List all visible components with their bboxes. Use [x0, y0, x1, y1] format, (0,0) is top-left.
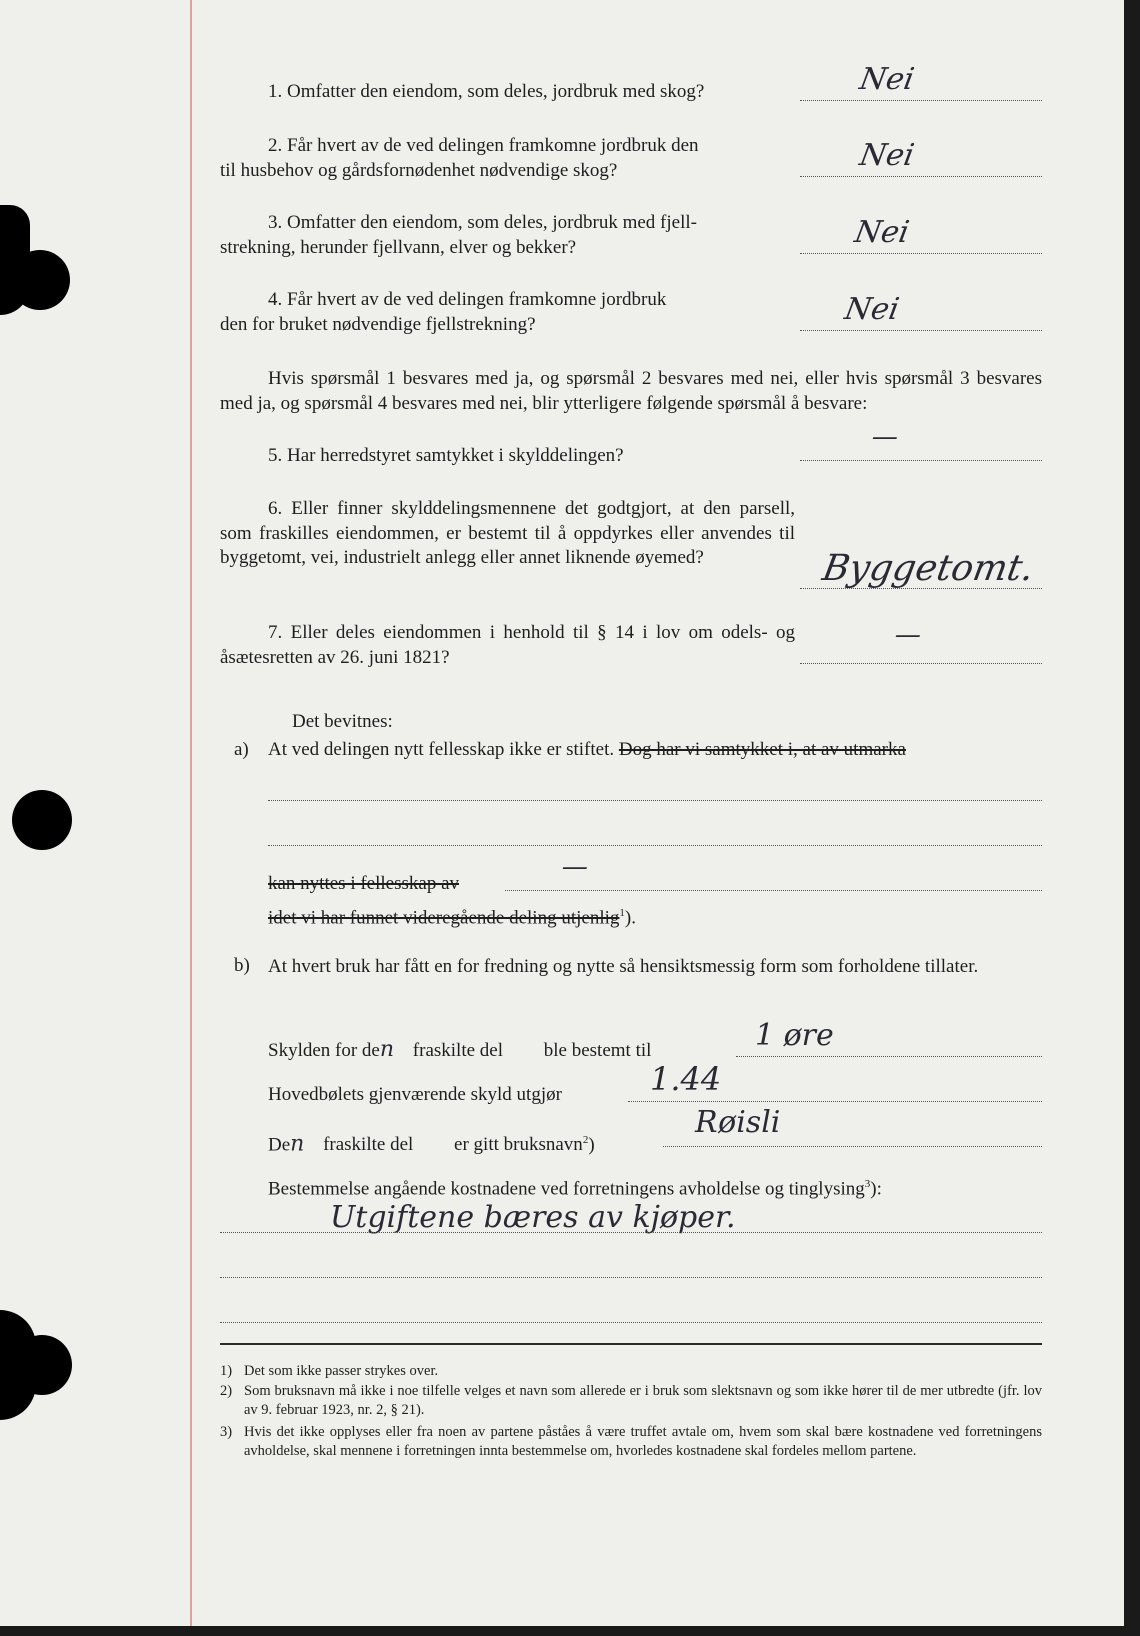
certify-a-line-1 [268, 800, 1042, 801]
skyld-label: Skylden for den fraskilte del ble bestemt til [268, 1037, 652, 1062]
kost-line-1 [220, 1232, 1042, 1233]
question-5: 5. Har herredstyret samtykket i skylddelingen? [268, 445, 624, 466]
footnote-1: 1) Det som ikke passer strykes over. [220, 1363, 439, 1379]
answer-line-2 [800, 176, 1042, 177]
answer-line-5 [800, 460, 1042, 461]
answer-1: Nei [856, 62, 917, 97]
condition-paragraph: Hvis spørsmål 1 besvares med ja, og spørsmål 2 besvares med nei, eller hvis spørsmål 3 besvares med ja, og spørsmål 4 besvares med nei, blir ytterligere følgende spørsmål å besvare: [220, 368, 1042, 414]
skyld-value: 1 øre [755, 1018, 834, 1053]
navn-value: Røisli [695, 1105, 781, 1140]
question-2: 2. Får hvert av de ved delingen framkomne jordbruk den til husbehov og gårdsfornødenhet nødvendige skog? [220, 135, 699, 181]
certify-a-line-2 [268, 845, 1042, 846]
answer-7: — [892, 620, 924, 650]
certify-a-line-3 [505, 890, 1042, 891]
answer-6: Byggetomt. [819, 548, 1037, 589]
certify-a-struck-3: idet vi har funnet videregående deling utjenlig$^1$). [268, 907, 636, 929]
hoved-label: Hovedbølets gjenværende skyld utgjør [268, 1084, 562, 1105]
question-3: 3. Omfatter den eiendom, som deles, jordbruk med fjell- strekning, herunder fjellvann, elver og bekker? [220, 212, 697, 258]
answer-4: Nei [841, 292, 902, 327]
certify-a-struck: Dog har vi samtykket i, at av utmarka [618, 739, 906, 760]
footnote-rule [220, 1343, 1042, 1345]
certify-b-text: At hvert bruk har fått en for fredning og nytte så hensiktsmessig form som forholdene tillater. [268, 956, 979, 977]
certify-b-label: b) [234, 955, 250, 976]
question-7: 7. Eller deles eiendommen i henhold til § 14 i lov om odels- og åsætesretten av 26. juni 1821? [220, 622, 796, 668]
certify-heading: Det bevitnes: [292, 711, 393, 732]
answer-line-1 [800, 100, 1042, 101]
question-4: 4. Får hvert av de ved delingen framkomne jordbruk den for bruket nødvendige fjellstrekning? [220, 289, 667, 335]
kost-line-3 [220, 1322, 1042, 1323]
kost-value: Utgiftene bæres av kjøper. [330, 1200, 736, 1235]
question-1: 1. Omfatter den eiendom, som deles, jordbruk med skog? [268, 81, 705, 102]
hoved-value: 1.44 [650, 1060, 722, 1098]
question-6: 6. Eller finner skylddelingsmennene det godtgjort, at den parsell, som fraskilles eiendommen, er bestemt til å oppdyrkes eller anvendes til byggetomt, vei, industrielt anlegg eller annet liknende øyemed? [220, 498, 796, 568]
navn-label: Den fraskilte del er gitt bruksnavn$^2$) [268, 1131, 595, 1157]
certify-a-struck-2: kan nyttes i fellesskap av [268, 873, 460, 894]
binding-hole-3 [12, 1335, 72, 1395]
answer-line-3 [800, 253, 1042, 254]
certify-a-label: a) [234, 739, 249, 760]
footnote-2: 2) Som bruksnavn må ikke i noe tilfelle velges et navn som allerede er i bruk som slektsnavn og som ikke hører til de mer utbredte (jfr. lov av 9. februar 1923, nr. 2, § 21). [220, 1383, 1042, 1418]
answer-2: Nei [856, 138, 917, 173]
kost-label: Bestemmelse angående kostnadene ved forretningens avholdelse og tinglysing$^3$): [268, 1178, 882, 1200]
answer-3: Nei [851, 215, 912, 250]
answer-line-4 [800, 330, 1042, 331]
kost-line-2 [220, 1277, 1042, 1278]
hoved-value-line [628, 1101, 1042, 1102]
binding-hole-2 [12, 790, 72, 850]
skyld-value-line [736, 1056, 1042, 1057]
answer-5: — [869, 422, 901, 452]
margin-line [190, 0, 192, 1626]
navn-value-line [663, 1146, 1042, 1147]
answer-line-7 [800, 663, 1042, 664]
certify-a-text: At ved delingen nytt fellesskap ikke er stiftet. Dog har vi samtykket i, at av utmarka [268, 739, 906, 760]
binding-hole-1 [10, 250, 70, 310]
footnote-3: 3) Hvis det ikke opplyses eller fra noen av partene påståes å være truffet avtale om, hvem som skal bære kostnadene ved forretningens avholdelse, skal mennene i forretningen innta bestemmelse om, hvorledes kostnadene skal fordeles mellom partene. [220, 1424, 1042, 1459]
certify-a-dash: — [559, 852, 591, 882]
